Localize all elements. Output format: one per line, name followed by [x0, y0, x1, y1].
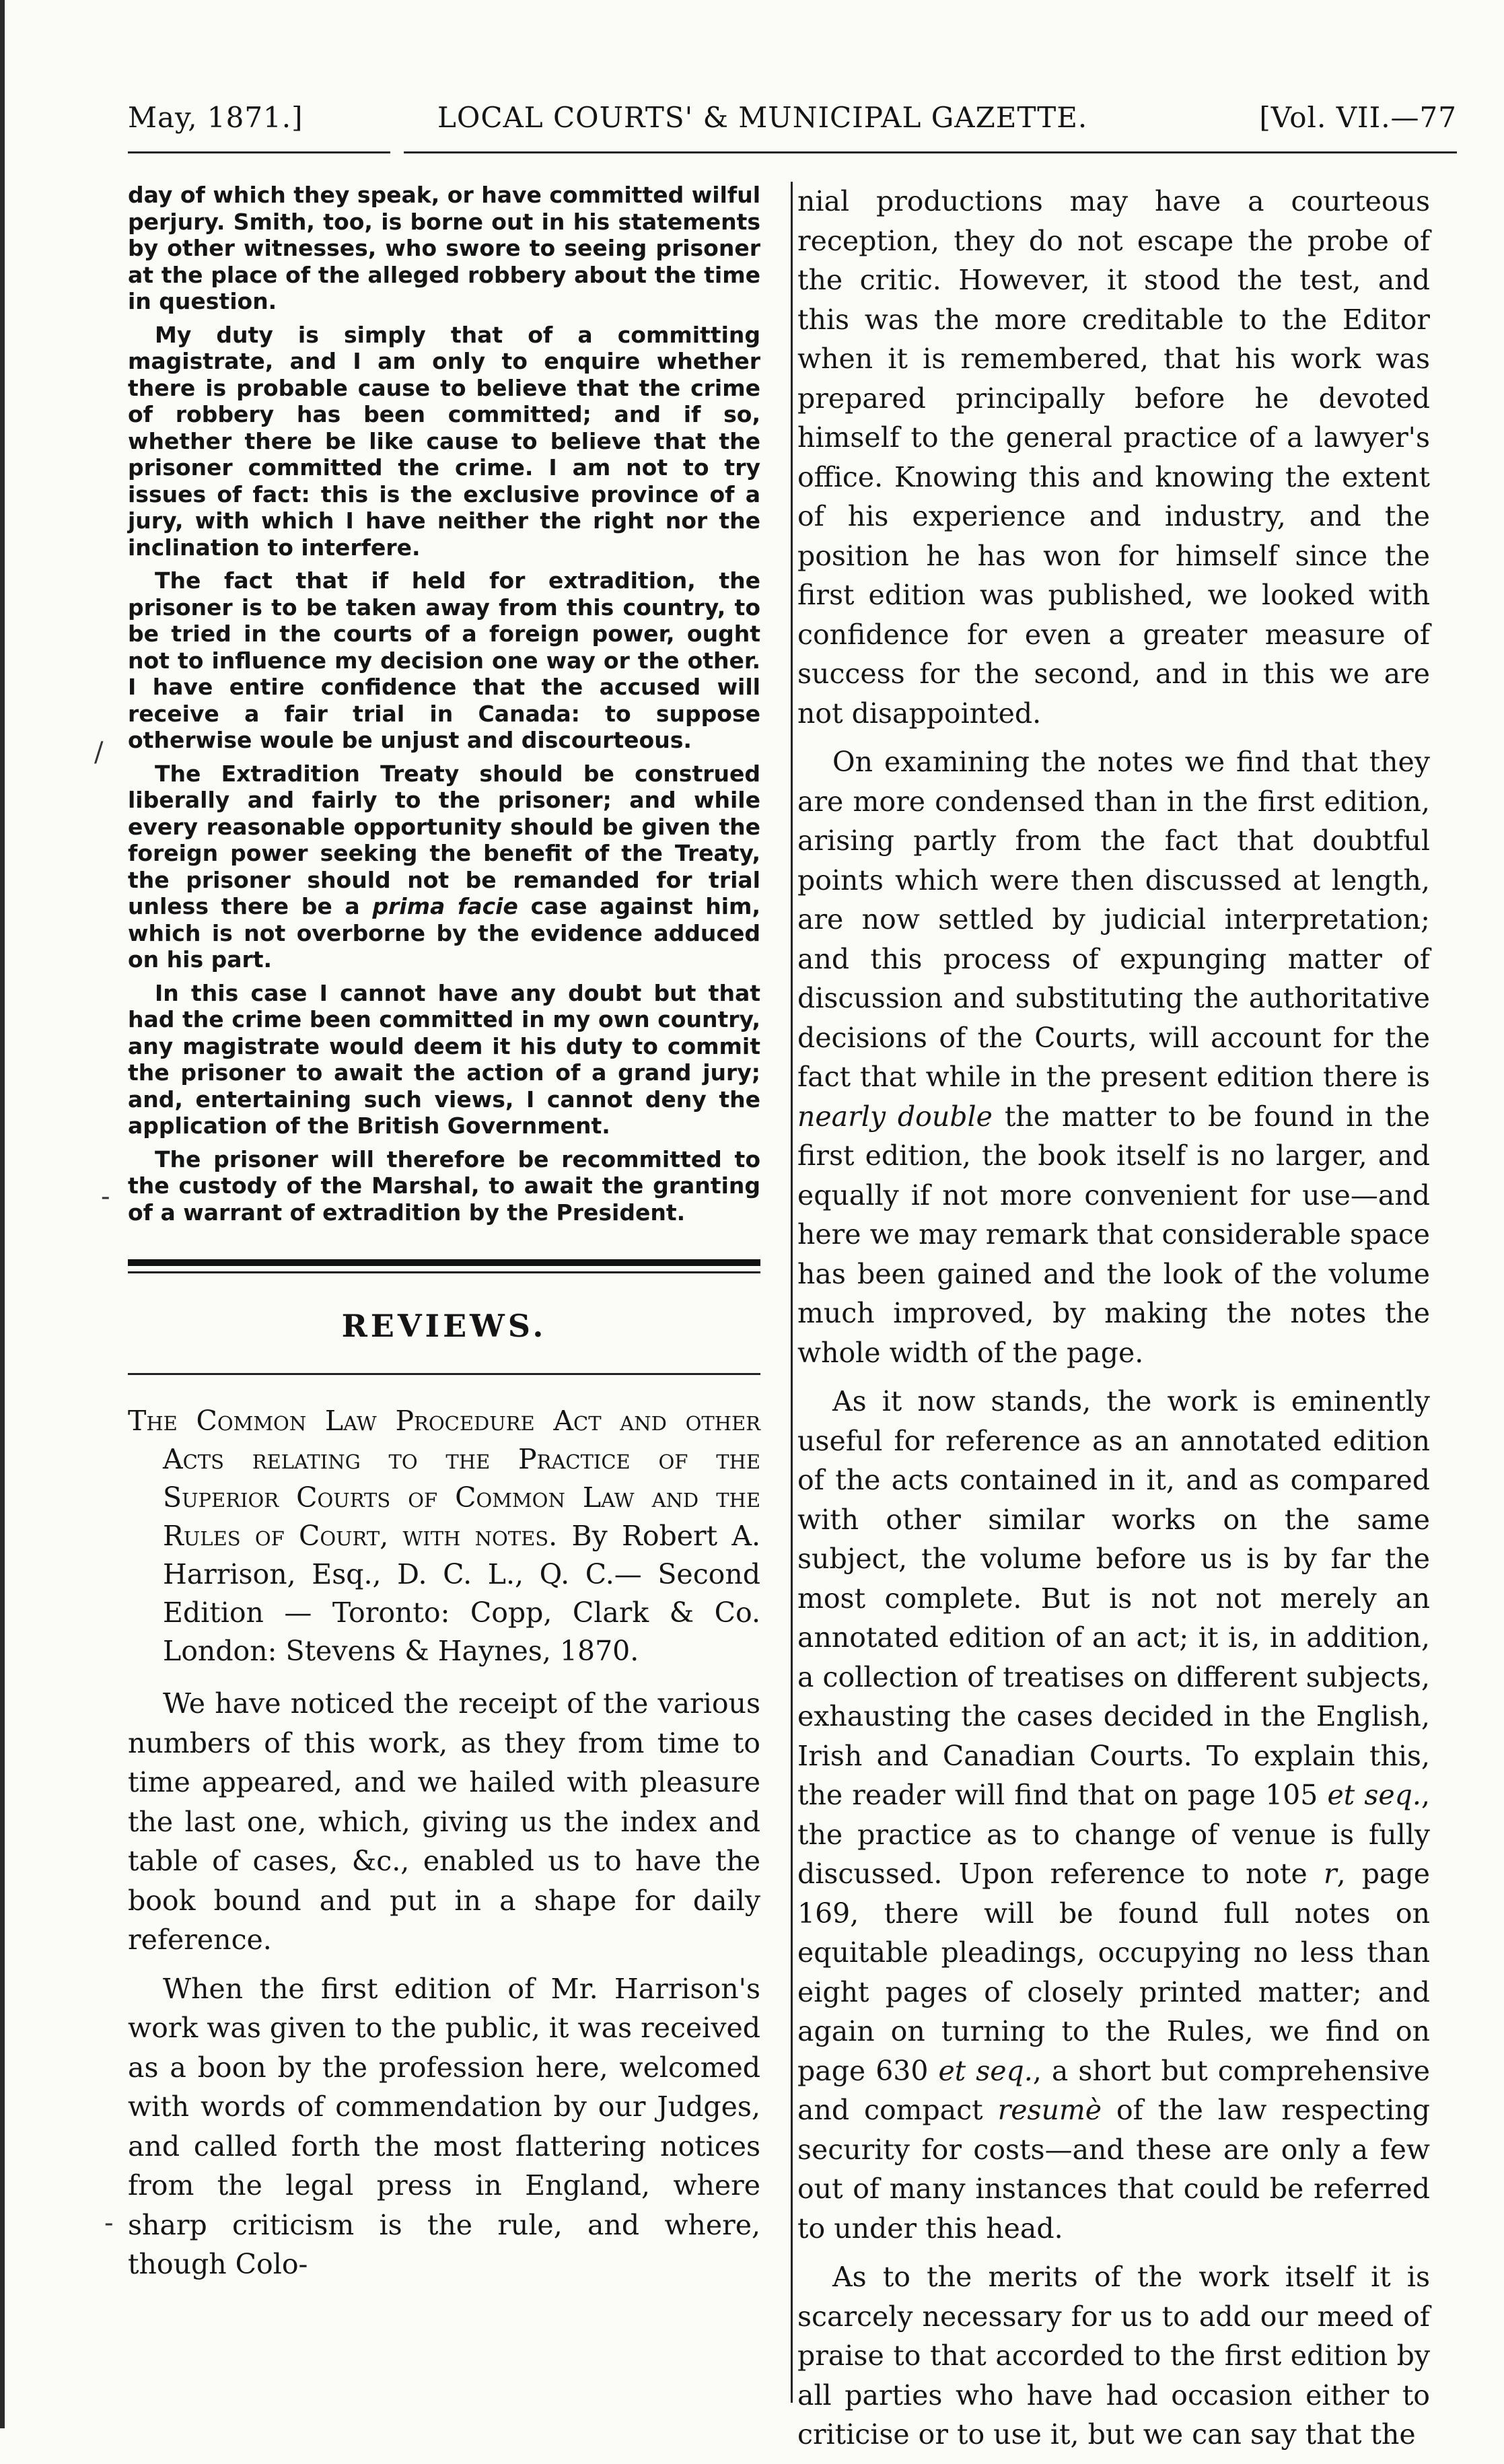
text-run: , a short but comprehensive and compact [797, 2054, 1430, 2126]
section-separator [128, 1259, 760, 1273]
left-column [128, 182, 760, 2294]
text-run: The Extradition Treaty should be construed liberally and fairly to the prisoner; and while every reasonable opportunity should be given the foreign power seeking the benefit of the Treaty, the prisoner should not be remanded for trial unless there be a [128, 760, 760, 919]
italic-term: prima facie [372, 893, 518, 919]
italic-term: nearly double [797, 1100, 993, 1133]
paragraph: As to the merits of the work itself it is scarcely necessary for us to add our meed of praise to that accorded to the first edition by all parties who have had occasion either to criticise or to use it, but we can say that the [797, 2261, 1430, 2451]
header-rule-left [128, 151, 390, 153]
review-byline: By Robert A. Harrison, Esq., D. C. L., Q. C.— Second Edition — Toronto: Copp, Clark & Co. London: Stevens & Haynes, 1870. [163, 1520, 760, 1667]
paragraph: In this case I cannot have any doubt but that had the crime been committed in my own country, any magistrate would deem it his duty to commit the prisoner to await the action of a grand jury; and, entertaining such views, I cannot deny the application of the British Government. [128, 979, 760, 1139]
text-run: , the practice as to change of venue is fully discussed. Upon reference to note [797, 1779, 1430, 1890]
header-date: May, 1871.] [128, 101, 303, 134]
text-run: the matter to be found in the first edition, the book itself is no larger, and equally if not more convenient for use—and here we may remark that considerable space has been gained and the look of the volume much improved, by making the notes the whole width of the page. [797, 1100, 1430, 1369]
paragraph [797, 1382, 1430, 2248]
review-book-title: The Common Law Procedure Act and other Acts relating to the Practice of the Superior Courts of Common Law and the Rules of Court, with notes. [128, 1405, 760, 1552]
paragraph: When the first edition of Mr. Harrison's work was given to the public, it was received as a boon by the profession here, welcomed with words of commendation by our Judges, and called forth the most flattering notices from the legal press in England, where sharp criticism is the rule, and where, though Colo- [128, 1972, 760, 2280]
text-run: , page 169, there will be found full notes on equitable pleadings, occupying no less than eight pages of closely printed matter; and again on turning to the Rules, we find on page 630 [797, 1858, 1430, 2087]
margin-mark: / [94, 737, 104, 768]
right-column [797, 182, 1430, 2464]
text-run: As it now stands, the work is eminently useful for reference as an annotated edition of the acts contained in it, and as compared with other similar works on the same subject, the volume before us is by far the most complete. But is not not merely an annotated edition of an act; it is, in addition, a collection of treatises on different subjects, exhausting the cases decided in the English, Irish and Canadian Courts. To explain this, the reader will find that on page 105 [797, 1385, 1430, 1811]
running-header [128, 101, 1457, 155]
review-title [128, 1402, 760, 1670]
italic-term: r [1323, 1858, 1337, 1890]
paragraph: nial productions may have a courteous reception, they do not escape the probe of the critic. However, it stood the test, and this was the more creditable to the Editor when it is remembered, that his work was prepared principally before he devoted himself to the general practice of a lawyer's office. Knowing this and knowing the extent of his experience and industry, and the position he has won for himself since the first edition was published, we looked with confidence for even a greater measure of success for the second, and in this we are not disappointed. [797, 185, 1430, 730]
text-run: On examining the notes we find that they are more condensed than in the first edition, arising partly from the fact that doubtful points which were then discussed at length, are now settled by judicial interpretation; and this process of expunging matter of discussion and substituting the authoritative decisions of the Courts, will account for the fact that while in the present edition there is [797, 746, 1430, 1093]
binding-edge [0, 0, 5, 2428]
header-rule-right [404, 151, 1457, 153]
text-run: case against him, which is not overborne by the evidence adduced on his part. [128, 893, 760, 973]
margin-mark: - [104, 2208, 114, 2239]
column-divider [791, 182, 793, 2403]
italic-term: et seq. [938, 2054, 1033, 2087]
header-publication-title: LOCAL COURTS' & MUNICIPAL GAZETTE. [437, 101, 1088, 134]
margin-mark: - [101, 1181, 110, 1212]
paragraph: My duty is simply that of a committing magistrate, and I am only to enquire whether there is probable cause to believe that the crime of robbery has been committed; and if so, whether there be like cause to believe that the prisoner committed the crime. I am not to try issues of fact: this is the exclusive province of a jury, with which I have neither the right nor the inclination to interfere. [128, 321, 760, 561]
text-run: of the law respecting security for costs—and these are only a few out of many instances that could be referred to under this head. [797, 2094, 1430, 2245]
paragraph: day of which they speak, or have committed wilful perjury. Smith, too, is borne out in his statements by other witnesses, who swore to seeing prisoner at the place of the alleged robbery about the time in question. [128, 182, 760, 314]
title-rule [128, 1373, 760, 1375]
paragraph [797, 742, 1430, 1372]
header-volume-page: [Vol. VII.—77 [1259, 101, 1457, 134]
paragraph [128, 761, 760, 973]
italic-term: resumè [997, 2094, 1102, 2126]
italic-term: et seq. [1327, 1779, 1421, 1811]
paragraph: The prisoner will therefore be recommitted to the custody of the Marshal, to await the granting of a warrant of extradition by the President. [128, 1146, 760, 1226]
paragraph: The fact that if held for extradition, the prisoner is to be taken away from this country, to be tried in the courts of a foreign power, ought not to influence my decision one way or the other. I have entire confidence that the accused will receive a fair trial in Canada: to suppose otherwise woule be unjust and discourteous. [128, 567, 760, 753]
paragraph: We have noticed the receipt of the various numbers of this work, as they from time to time appeared, and we hailed with pleasure the last one, which, giving us the index and table of cases, &c., enabled us to have the book bound and put in a shape for daily reference. [128, 1687, 760, 1956]
section-title: REVIEWS. [341, 1308, 547, 1344]
